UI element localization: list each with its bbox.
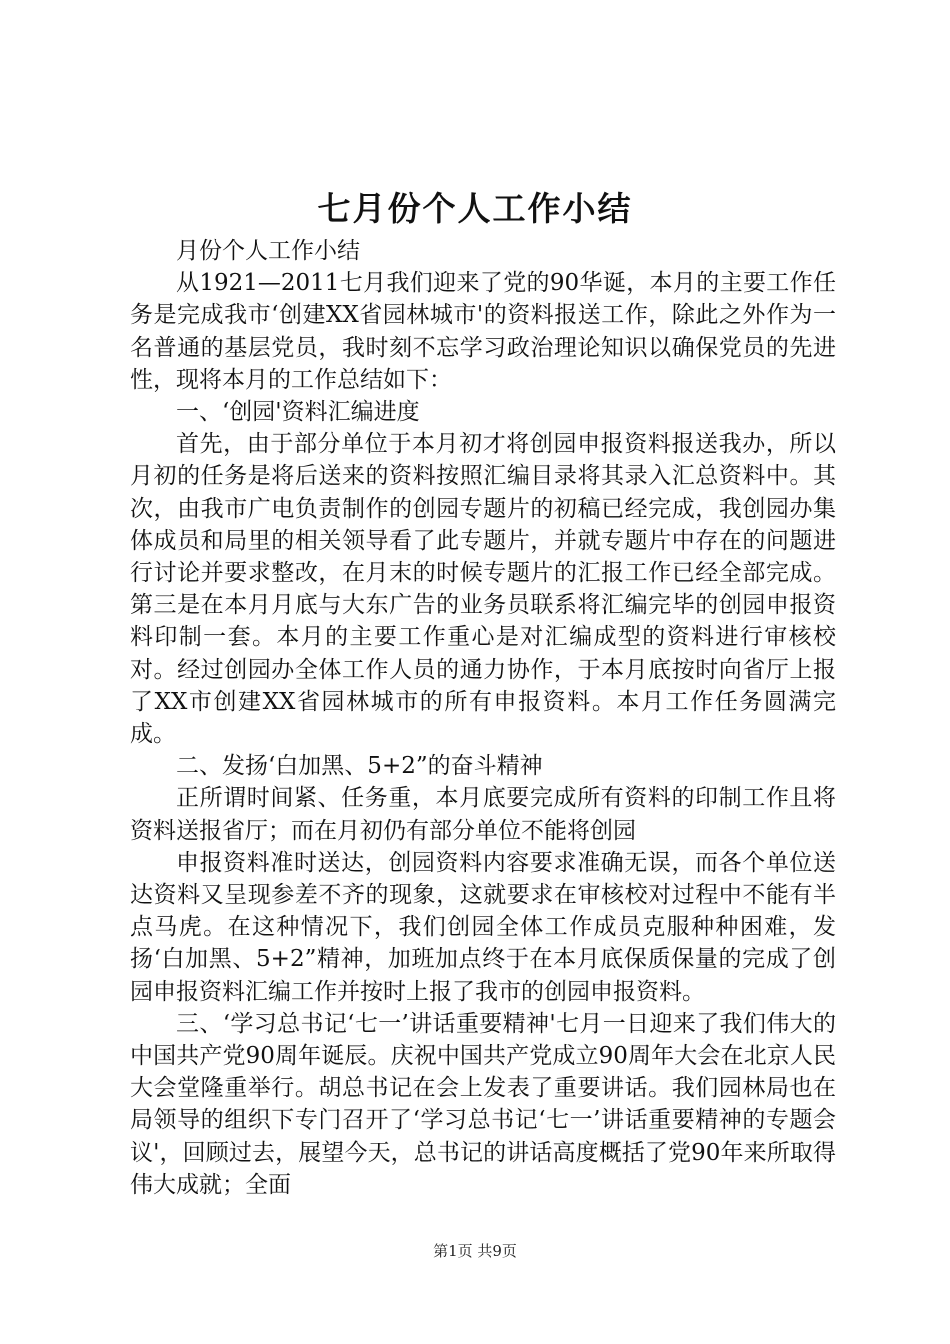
- paragraph-section-2b: 申报资料准时送达，创园资料内容要求准确无误，而各个单位送达资料又呈现参差不齐的现象，这就要求在审核校对过程中不能有半点马虎。在这种情况下，我们创园全体工作成员克服种种困难，发扬‘白加黑、5+2”精神，加班加点终于在本月底保质保量的完成了创园申报资料汇编工作并按时上报了我市的创园申报资料。: [130, 849, 836, 1005]
- document-title: 七月份个人工作小结: [317, 189, 633, 228]
- paragraph-section-2a: 正所谓时间紧、任务重，本月底要完成所有资料的印制工作且将资料送报省厅；而在月初仍有部分单位不能将创园: [130, 785, 836, 844]
- section-heading-2: 二、发扬‘白加黑、5+2”的奋斗精神: [176, 753, 543, 780]
- page-footer: 第1页 共9页: [433, 1242, 517, 1260]
- paragraph-intro: 从1921—2011七月我们迎来了党的90华诞，本月的主要工作任务是完成我市‘创建XX省园林城市'的资料报送工作，除此之外作为一名普通的基层党员，我时刻不忘学习政治理论知识以确保党员的先进性，现将本月的工作总结如下：: [130, 270, 836, 393]
- section-heading-1: 一、‘创园'资料汇编进度: [176, 399, 420, 426]
- paragraph-section-1: 首先，由于部分单位于本月初才将创园申报资料报送我办，所以月初的任务是将后送来的资料按照汇编目录将其录入汇总资料中。其次，由我市广电负责制作的创园专题片的初稿已经完成，我创园办集体成员和局里的相关领导看了此专题片，并就专题片中存在的问题进行讨论并要求整改，在月末的时候专题片的汇报工作已经全部完成。第三是在本月月底与大东广告的业务员联系将汇编完毕的创园申报资料印制一套。本月的主要工作重心是对汇编成型的资料进行审核校对。经过创园办全体工作人员的通力协作，于本月底按时向省厅上报了XX市创建XX省园林城市的所有申报资料。本月工作任务圆满完成。: [130, 431, 836, 748]
- paragraph-subtitle: 月份个人工作小结: [176, 238, 360, 264]
- paragraph-section-3: 三、‘学习总书记‘七一’讲话重要精神'七月一日迎来了我们伟大的中国共产党90周年诞辰。庆祝中国共产党成立90周年大会在北京人民大会堂隆重举行。胡总书记在会上发表了重要讲话。我们园林局也在局领导的组织下专门召开了‘学习总书记‘七一’讲话重要精神的专题会议'，回顾过去，展望今天，总书记的讲话高度概括了党90年来所取得伟大成就；全面: [130, 1010, 836, 1198]
- document-body: [130, 235, 836, 1201]
